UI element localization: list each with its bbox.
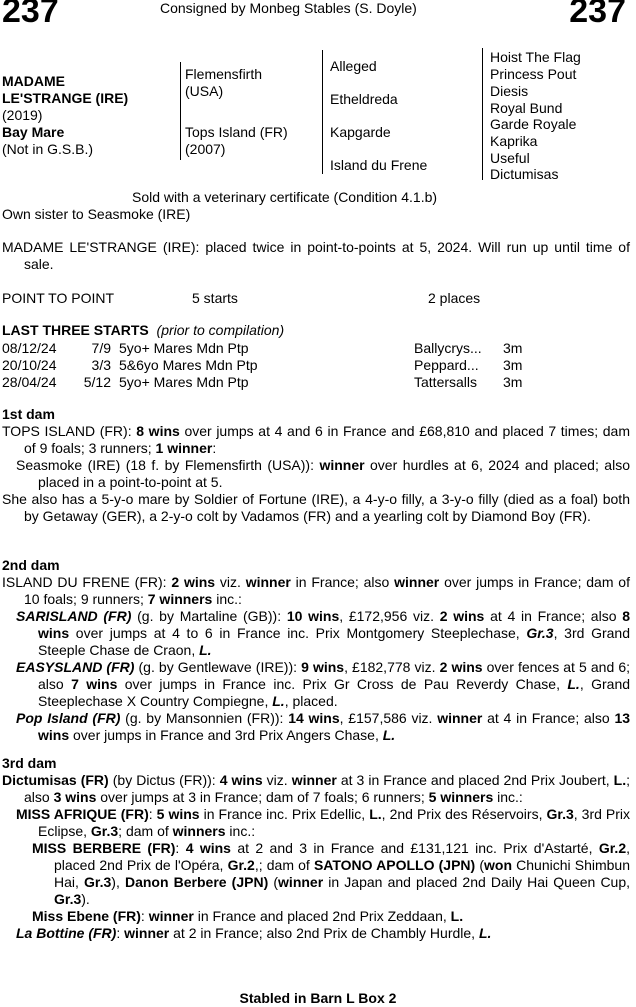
last-three-title: LAST THREE STARTS (2, 322, 149, 338)
third-dam-entry: Dictumisas (FR) (by Dictus (FR)): 4 wins viz. winner at 3 in France and placed 2nd Prix Joubert, L.; also 3 wins over jumps at 3 in France; dam of 7 foals; 6 runners; 5 winners inc.: (2, 772, 631, 805)
race-date: 20/10/24 (2, 357, 57, 373)
pedigree-divider-1 (180, 62, 181, 160)
second-dam-entry: ISLAND DU FRENE (FR): 2 wins viz. winner in France; also winner over jumps in France; dam of 10 foals; 9 runners; 7 winners inc.: (2, 574, 630, 607)
horse-sex-color: Bay Mare (2, 124, 65, 140)
lot-number-left: 237 (2, 0, 59, 30)
race-name: 5yo+ Mares Mdn Ptp (119, 374, 249, 390)
race-date: 28/04/24 (2, 374, 57, 390)
second-dam-produce-pop-island: Pop Island (FR) (g. by Mansonnien (FR)): 14 wins, £157,586 viz. winner at 4 in France; also 13 wins over jumps in France and 3rd Prix Angers Chase, L. (16, 710, 631, 743)
second-dam-produce-sarisland: SARISLAND (FR) (g. by Martaline (GB)): 10 wins, £172,956 viz. 2 wins at 4 in France; also 8 wins over jumps at 4 to 6 in France inc. Prix Montgomery Steeplechase, Gr.3, 3rd Grand Steeple Chase de Craon, L. (16, 608, 631, 658)
great-grandparent: Dictumisas (490, 166, 559, 182)
first-dam-section (2, 423, 630, 525)
consignor: Consigned by Monbeg Stables (S. Doyle) (160, 0, 417, 16)
great-grandparent: Garde Royale (490, 116, 577, 132)
race-course: Tattersalls (414, 374, 478, 390)
summary-paragraph (2, 239, 630, 273)
race-name: 5&6yo Mares Mdn Ptp (119, 357, 258, 373)
ptp-starts: 5 starts (192, 290, 238, 306)
granddam-1: Etheldreda (330, 91, 398, 107)
dam-name: Tops Island (FR) (185, 124, 288, 140)
race-position: 3/3 (91, 357, 111, 373)
race-distance: 3m (503, 357, 523, 373)
ptp-label: POINT TO POINT (2, 290, 115, 306)
vet-certificate-note: Sold with a veterinary certificate (Condition 4.1.b) (132, 189, 438, 205)
third-dam-produce-miss-ebene: Miss Ebene (FR): winner in France and placed 2nd Prix Zeddaan, L. (32, 908, 464, 924)
horse-name-line1: MADAME (2, 73, 65, 89)
sire-name: Flemensfirth (185, 66, 263, 82)
grandsire-2: Kapgarde (330, 124, 391, 140)
third-dam-produce-miss-berbere: MISS BERBERE (FR): 4 wins at 2 and 3 in France and £131,121 inc. Prix d'Astarté, Gr.2, placed 2nd Prix de l'Opéra, Gr.2,; dam of SATONO APOLLO (JPN) (won Chunichi Shimbun Hai, Gr.3), Danon Berbere (JPN) (winner in Japan and placed 2nd Daily Hai Queen Cup, Gr.3). (32, 840, 631, 907)
last-three-note: (prior to compilation) (156, 322, 285, 338)
second-dam-heading: 2nd dam (2, 557, 60, 573)
first-dam-produce: Seasmoke (IRE) (18 f. by Flemensfirth (USA)): winner over hurdles at 6, 2024 and placed; also placed in a point-to-point at 5. (16, 457, 630, 490)
ptp-places: 2 places (428, 290, 481, 306)
granddam-2: Island du Frene (330, 157, 428, 173)
great-grandparent: Princess Pout (490, 66, 577, 82)
race-course: Ballycrys... (414, 340, 482, 356)
third-dam-produce-la-bottine: La Bottine (FR): winner at 2 in France; also 2nd Prix de Chambly Hurdle, L. (16, 925, 492, 941)
race-position: 5/12 (83, 374, 111, 390)
pedigree-divider-2 (322, 50, 323, 174)
first-dam-other-produce: She also has a 5-y-o mare by Soldier of Fortune (IRE), a 4-y-o filly, a 3-y-o filly (died as a foal) both by Getaway (GER), a 2-y-o colt by Vadamos (FR) and a yearling colt by Diamond Boy (FR). (2, 491, 630, 524)
pedigree-divider-3 (482, 48, 483, 180)
great-grandparent: Kaprika (490, 133, 538, 149)
summary-text: MADAME LE'STRANGE (IRE): placed twice in point-to-points at 5, 2024. Will run up until time of sale. (2, 239, 630, 272)
second-dam-section (2, 574, 630, 744)
sire-country: (USA) (185, 83, 224, 99)
horse-name-line2: LE'STRANGE (IRE) (2, 90, 129, 106)
great-grandparent: Diesis (490, 83, 529, 99)
first-dam-heading: 1st dam (2, 406, 55, 422)
third-dam-section (2, 772, 630, 942)
great-grandparent: Useful (490, 150, 530, 166)
race-distance: 3m (503, 340, 523, 356)
race-date: 08/12/24 (2, 340, 57, 356)
race-name: 5yo+ Mares Mdn Ptp (119, 340, 249, 356)
horse-gsb: (Not in G.S.B.) (2, 141, 94, 157)
great-grandparent: Hoist The Flag (490, 49, 581, 65)
race-distance: 3m (503, 374, 523, 390)
dam-year: (2007) (185, 141, 226, 157)
third-dam-heading: 3rd dam (2, 755, 57, 771)
last-three-heading (2, 322, 284, 339)
sister-note: Own sister to Seasmoke (IRE) (2, 206, 191, 222)
second-dam-produce-easysland: EASYSLAND (FR) (g. by Gentlewave (IRE)): 9 wins, £182,778 viz. 2 wins over fences at 5 and 6; also 7 wins over jumps in France inc. Prix Gr Cross de Pau Reverdy Chase, L., Grand Steeplechase X Country Compiegne, L., placed. (16, 659, 631, 709)
horse-year: (2019) (2, 107, 43, 123)
lot-number-right: 237 (569, 0, 626, 30)
first-dam-entry: TOPS ISLAND (FR): 8 wins over jumps at 4 and 6 in France and £68,810 and placed 7 times; dam of 9 foals; 3 runners; 1 winner: (2, 423, 631, 456)
third-dam-produce-miss-afrique: MISS AFRIQUE (FR): 5 wins in France inc. Prix Edellic, L., 2nd Prix des Réservoirs, Gr.3, 3rd Prix Eclipse, Gr.3; dam of winners inc.: (16, 806, 631, 839)
grandsire-1: Alleged (330, 58, 377, 74)
great-grandparent: Royal Bund (490, 100, 563, 116)
race-position: 7/9 (91, 340, 111, 356)
race-course: Peppard... (414, 357, 479, 373)
stabling-footer: Stabled in Barn L Box 2 (239, 990, 397, 1006)
